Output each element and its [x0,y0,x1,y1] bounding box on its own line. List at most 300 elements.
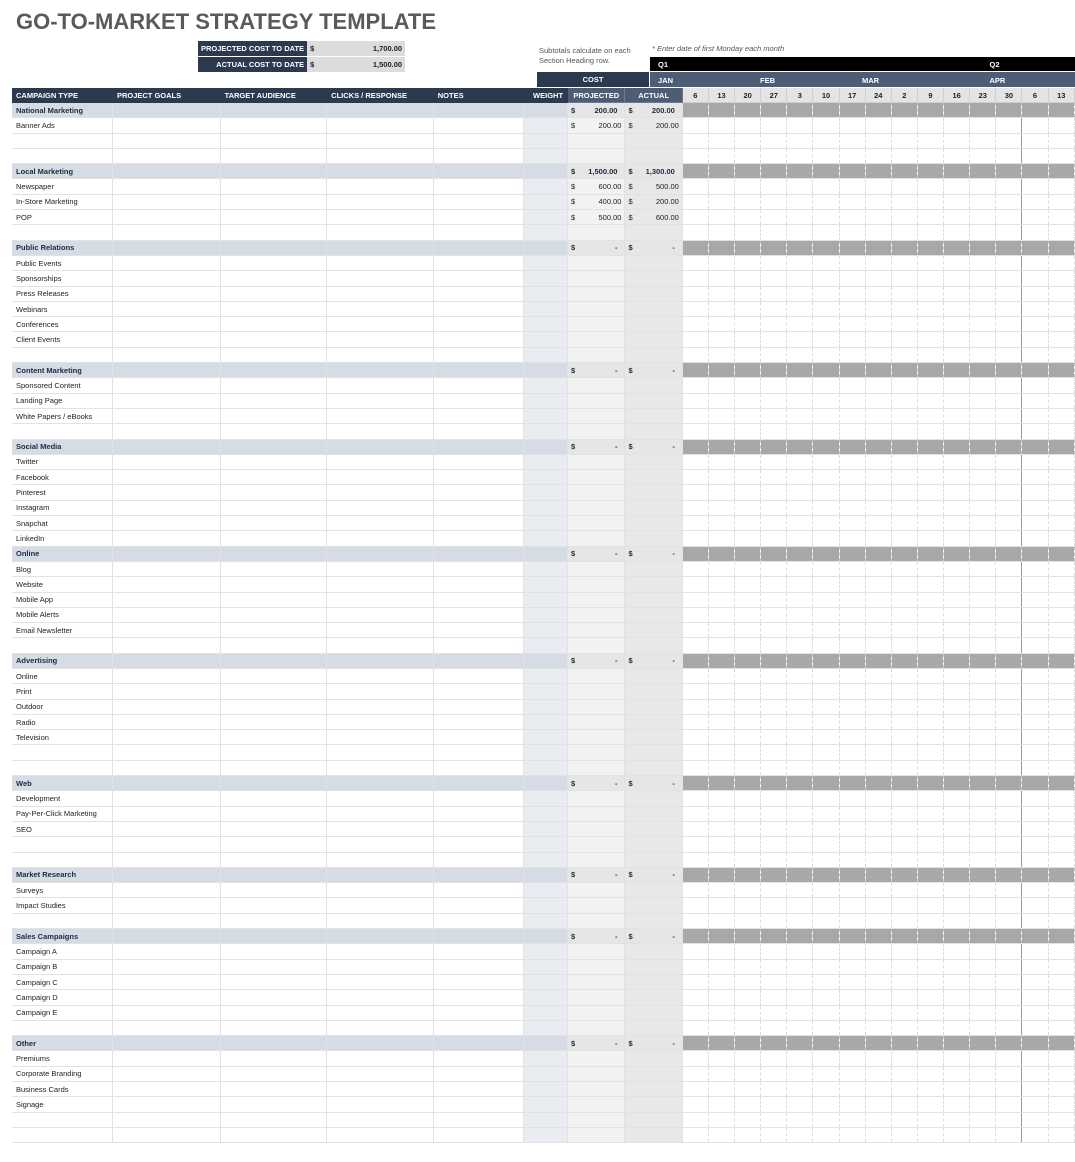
actual-cell[interactable] [625,470,682,485]
notes-cell[interactable] [433,1066,523,1081]
timeline-cell[interactable] [865,103,891,118]
clicks-response-cell[interactable] [327,531,434,546]
timeline-cell[interactable] [996,485,1022,500]
timeline-cell[interactable] [839,1097,865,1112]
timeline-cell[interactable] [944,592,970,607]
actual-cell[interactable] [625,852,682,867]
target-audience-cell[interactable] [220,592,327,607]
timeline-cell[interactable] [787,317,813,332]
timeline-cell[interactable] [682,883,708,898]
section-cell[interactable] [327,363,434,378]
project-goals-cell[interactable] [112,500,220,515]
notes-cell[interactable] [433,118,523,133]
target-audience-cell[interactable] [220,1066,327,1081]
target-audience-cell[interactable] [220,577,327,592]
campaign-name[interactable]: In-Store Marketing [12,194,112,209]
timeline-cell[interactable] [735,500,761,515]
timeline-cell[interactable] [735,668,761,683]
campaign-name[interactable] [12,837,112,852]
campaign-name[interactable]: Signage [12,1097,112,1112]
timeline-cell[interactable] [891,990,917,1005]
timeline-cell[interactable] [813,791,839,806]
target-audience-cell[interactable] [220,347,327,362]
timeline-cell[interactable] [996,745,1022,760]
notes-cell[interactable] [433,730,523,745]
timeline-cell[interactable] [839,806,865,821]
target-audience-cell[interactable] [220,699,327,714]
timeline-cell[interactable] [735,164,761,179]
timeline-cell[interactable] [917,317,943,332]
timeline-cell[interactable] [708,332,734,347]
timeline-cell[interactable] [813,210,839,225]
timeline-cell[interactable] [1048,317,1074,332]
campaign-name[interactable] [12,347,112,362]
actual-cell[interactable] [625,974,682,989]
timeline-cell[interactable] [813,714,839,729]
project-goals-cell[interactable] [112,684,220,699]
timeline-cell[interactable] [865,133,891,148]
weight-cell[interactable] [523,791,567,806]
timeline-cell[interactable] [970,1036,996,1051]
actual-cell[interactable] [625,393,682,408]
timeline-cell[interactable] [839,408,865,423]
projected-cell[interactable] [568,485,625,500]
timeline-cell[interactable] [891,684,917,699]
section-name[interactable]: Other [12,1036,112,1051]
timeline-cell[interactable] [1048,225,1074,240]
timeline-cell[interactable] [865,454,891,469]
timeline-cell[interactable] [735,454,761,469]
timeline-cell[interactable] [787,653,813,668]
timeline-cell[interactable] [839,225,865,240]
clicks-response-cell[interactable] [327,210,434,225]
timeline-cell[interactable] [865,1097,891,1112]
timeline-cell[interactable] [839,378,865,393]
project-goals-cell[interactable] [112,255,220,270]
timeline-cell[interactable] [1022,332,1048,347]
timeline-cell[interactable] [891,225,917,240]
section-cell[interactable] [433,929,523,944]
campaign-name[interactable]: Television [12,730,112,745]
section-cell[interactable] [433,1036,523,1051]
projected-cell[interactable] [568,118,625,133]
timeline-cell[interactable] [944,577,970,592]
timeline-cell[interactable] [813,1005,839,1020]
timeline-cell[interactable] [813,867,839,882]
timeline-cell[interactable] [787,974,813,989]
project-goals-cell[interactable] [112,210,220,225]
timeline-cell[interactable] [839,1127,865,1142]
timeline-cell[interactable] [761,791,787,806]
timeline-cell[interactable] [865,959,891,974]
weight-cell[interactable] [523,1066,567,1081]
target-audience-cell[interactable] [220,1082,327,1097]
weight-cell[interactable] [523,623,567,638]
timeline-cell[interactable] [1048,301,1074,316]
clicks-response-cell[interactable] [327,990,434,1005]
timeline-cell[interactable] [996,378,1022,393]
section-projected[interactable] [568,164,625,179]
target-audience-cell[interactable] [220,148,327,163]
timeline-cell[interactable] [708,561,734,576]
weight-cell[interactable] [523,561,567,576]
timeline-cell[interactable] [761,745,787,760]
timeline-cell[interactable] [996,408,1022,423]
project-goals-cell[interactable] [112,623,220,638]
timeline-cell[interactable] [761,485,787,500]
target-audience-cell[interactable] [220,531,327,546]
timeline-cell[interactable] [970,255,996,270]
timeline-cell[interactable] [839,607,865,622]
timeline-cell[interactable] [787,638,813,653]
timeline-cell[interactable] [682,913,708,928]
timeline-cell[interactable] [839,561,865,576]
timeline-cell[interactable] [787,561,813,576]
projected-cell[interactable] [568,730,625,745]
timeline-cell[interactable] [865,668,891,683]
projected-cell[interactable] [568,470,625,485]
timeline-cell[interactable] [708,118,734,133]
timeline-cell[interactable] [839,133,865,148]
timeline-cell[interactable] [813,898,839,913]
timeline-cell[interactable] [944,531,970,546]
project-goals-cell[interactable] [112,485,220,500]
timeline-cell[interactable] [839,837,865,852]
clicks-response-cell[interactable] [327,714,434,729]
timeline-cell[interactable] [891,577,917,592]
section-projected[interactable] [568,776,625,791]
timeline-cell[interactable] [1022,1051,1048,1066]
target-audience-cell[interactable] [220,454,327,469]
timeline-cell[interactable] [735,821,761,836]
timeline-cell[interactable] [944,745,970,760]
campaign-name[interactable]: Campaign A [12,944,112,959]
weight-cell[interactable] [523,1127,567,1142]
timeline-cell[interactable] [944,393,970,408]
timeline-cell[interactable] [761,1127,787,1142]
timeline-cell[interactable] [944,485,970,500]
target-audience-cell[interactable] [220,852,327,867]
timeline-cell[interactable] [813,286,839,301]
timeline-cell[interactable] [917,454,943,469]
weight-cell[interactable] [523,347,567,362]
timeline-cell[interactable] [996,653,1022,668]
timeline-cell[interactable] [996,363,1022,378]
timeline-cell[interactable] [708,791,734,806]
timeline-cell[interactable] [944,225,970,240]
campaign-name[interactable] [12,133,112,148]
project-goals-cell[interactable] [112,393,220,408]
timeline-cell[interactable] [839,653,865,668]
timeline-cell[interactable] [1022,561,1048,576]
timeline-cell[interactable] [839,347,865,362]
project-goals-cell[interactable] [112,806,220,821]
timeline-cell[interactable] [708,990,734,1005]
notes-cell[interactable] [433,332,523,347]
timeline-cell[interactable] [735,378,761,393]
timeline-cell[interactable] [735,1097,761,1112]
timeline-cell[interactable] [761,148,787,163]
timeline-cell[interactable] [787,546,813,561]
timeline-cell[interactable] [787,592,813,607]
campaign-name[interactable]: Online [12,668,112,683]
timeline-cell[interactable] [891,867,917,882]
timeline-cell[interactable] [1022,363,1048,378]
timeline-cell[interactable] [735,1051,761,1066]
timeline-cell[interactable] [682,393,708,408]
target-audience-cell[interactable] [220,730,327,745]
project-goals-cell[interactable] [112,1082,220,1097]
campaign-name[interactable]: POP [12,210,112,225]
timeline-cell[interactable] [839,1082,865,1097]
actual-cell[interactable] [625,898,682,913]
timeline-cell[interactable] [735,592,761,607]
actual-cell[interactable] [625,592,682,607]
timeline-cell[interactable] [761,684,787,699]
timeline-cell[interactable] [735,363,761,378]
timeline-cell[interactable] [682,347,708,362]
project-goals-cell[interactable] [112,791,220,806]
timeline-cell[interactable] [944,363,970,378]
timeline-cell[interactable] [787,821,813,836]
timeline-cell[interactable] [944,653,970,668]
timeline-cell[interactable] [1048,638,1074,653]
section-projected[interactable] [568,546,625,561]
timeline-cell[interactable] [787,806,813,821]
section-name[interactable]: Social Media [12,439,112,454]
timeline-cell[interactable] [944,929,970,944]
campaign-name[interactable] [12,1020,112,1035]
timeline-cell[interactable] [1048,1127,1074,1142]
timeline-cell[interactable] [1048,363,1074,378]
campaign-name[interactable]: Mobile App [12,592,112,607]
project-goals-cell[interactable] [112,179,220,194]
timeline-cell[interactable] [761,776,787,791]
timeline-cell[interactable] [839,776,865,791]
timeline-cell[interactable] [761,913,787,928]
timeline-cell[interactable] [761,1005,787,1020]
timeline-cell[interactable] [761,470,787,485]
timeline-cell[interactable] [787,531,813,546]
timeline-cell[interactable] [1022,225,1048,240]
campaign-name[interactable] [12,424,112,439]
timeline-cell[interactable] [813,1082,839,1097]
timeline-cell[interactable] [682,974,708,989]
timeline-cell[interactable] [1048,118,1074,133]
timeline-cell[interactable] [735,577,761,592]
campaign-name[interactable]: Email Newsletter [12,623,112,638]
timeline-cell[interactable] [1022,133,1048,148]
timeline-cell[interactable] [891,561,917,576]
timeline-cell[interactable] [917,760,943,775]
timeline-cell[interactable] [891,898,917,913]
timeline-cell[interactable] [891,500,917,515]
timeline-cell[interactable] [1022,638,1048,653]
timeline-cell[interactable] [787,255,813,270]
timeline-cell[interactable] [865,179,891,194]
timeline-cell[interactable] [970,1097,996,1112]
timeline-cell[interactable] [787,760,813,775]
section-cell[interactable] [327,546,434,561]
timeline-cell[interactable] [682,730,708,745]
section-cell[interactable] [433,776,523,791]
target-audience-cell[interactable] [220,714,327,729]
timeline-cell[interactable] [682,638,708,653]
target-audience-cell[interactable] [220,913,327,928]
timeline-cell[interactable] [682,500,708,515]
clicks-response-cell[interactable] [327,179,434,194]
campaign-name[interactable]: Conferences [12,317,112,332]
timeline-cell[interactable] [865,317,891,332]
timeline-cell[interactable] [813,378,839,393]
timeline-cell[interactable] [865,271,891,286]
actual-cell[interactable] [625,531,682,546]
projected-cell[interactable] [568,745,625,760]
actual-cell[interactable] [625,210,682,225]
project-goals-cell[interactable] [112,470,220,485]
timeline-cell[interactable] [996,179,1022,194]
timeline-cell[interactable] [839,439,865,454]
timeline-cell[interactable] [735,1020,761,1035]
timeline-cell[interactable] [865,653,891,668]
timeline-cell[interactable] [917,607,943,622]
timeline-cell[interactable] [996,118,1022,133]
clicks-response-cell[interactable] [327,454,434,469]
timeline-cell[interactable] [865,867,891,882]
timeline-cell[interactable] [787,852,813,867]
timeline-cell[interactable] [682,944,708,959]
timeline-cell[interactable] [865,210,891,225]
timeline-cell[interactable] [761,837,787,852]
notes-cell[interactable] [433,607,523,622]
weight-cell[interactable] [523,271,567,286]
target-audience-cell[interactable] [220,837,327,852]
timeline-cell[interactable] [682,332,708,347]
actual-cell[interactable] [625,378,682,393]
section-cell[interactable] [112,439,220,454]
section-cell[interactable] [112,240,220,255]
notes-cell[interactable] [433,179,523,194]
timeline-cell[interactable] [839,240,865,255]
timeline-cell[interactable] [865,974,891,989]
clicks-response-cell[interactable] [327,791,434,806]
timeline-cell[interactable] [787,378,813,393]
notes-cell[interactable] [433,485,523,500]
notes-cell[interactable] [433,470,523,485]
timeline-cell[interactable] [891,959,917,974]
actual-cell[interactable] [625,286,682,301]
timeline-cell[interactable] [1022,286,1048,301]
timeline-cell[interactable] [787,684,813,699]
timeline-cell[interactable] [917,439,943,454]
timeline-cell[interactable] [761,378,787,393]
actual-cell[interactable] [625,148,682,163]
timeline-cell[interactable] [891,424,917,439]
timeline-cell[interactable] [735,944,761,959]
timeline-cell[interactable] [682,1082,708,1097]
timeline-cell[interactable] [996,1112,1022,1127]
clicks-response-cell[interactable] [327,1112,434,1127]
timeline-cell[interactable] [761,974,787,989]
timeline-cell[interactable] [917,179,943,194]
timeline-cell[interactable] [1022,898,1048,913]
timeline-cell[interactable] [813,730,839,745]
section-projected[interactable] [568,439,625,454]
timeline-cell[interactable] [813,776,839,791]
timeline-cell[interactable] [787,148,813,163]
campaign-name[interactable]: Sponsorships [12,271,112,286]
notes-cell[interactable] [433,378,523,393]
timeline-cell[interactable] [917,699,943,714]
target-audience-cell[interactable] [220,623,327,638]
section-name[interactable]: Online [12,546,112,561]
target-audience-cell[interactable] [220,745,327,760]
timeline-cell[interactable] [761,653,787,668]
timeline-cell[interactable] [1048,760,1074,775]
timeline-cell[interactable] [970,561,996,576]
timeline-cell[interactable] [891,485,917,500]
timeline-cell[interactable] [891,883,917,898]
timeline-cell[interactable] [917,546,943,561]
timeline-cell[interactable] [996,194,1022,209]
section-name[interactable]: Advertising [12,653,112,668]
projected-cell[interactable] [568,255,625,270]
timeline-cell[interactable] [865,546,891,561]
timeline-cell[interactable] [761,179,787,194]
timeline-cell[interactable] [813,653,839,668]
timeline-cell[interactable] [1048,929,1074,944]
timeline-cell[interactable] [944,913,970,928]
campaign-name[interactable]: Development [12,791,112,806]
timeline-cell[interactable] [839,577,865,592]
timeline-cell[interactable] [970,607,996,622]
timeline-cell[interactable] [708,867,734,882]
clicks-response-cell[interactable] [327,255,434,270]
timeline-cell[interactable] [708,240,734,255]
timeline-cell[interactable] [787,577,813,592]
timeline-cell[interactable] [761,439,787,454]
timeline-cell[interactable] [813,607,839,622]
timeline-cell[interactable] [1048,821,1074,836]
timeline-cell[interactable] [761,240,787,255]
timeline-cell[interactable] [944,883,970,898]
timeline-cell[interactable] [917,684,943,699]
timeline-cell[interactable] [813,454,839,469]
timeline-cell[interactable] [787,240,813,255]
timeline-cell[interactable] [917,867,943,882]
project-goals-cell[interactable] [112,592,220,607]
timeline-cell[interactable] [839,699,865,714]
projected-cell[interactable] [568,179,625,194]
timeline-cell[interactable] [735,1036,761,1051]
section-actual[interactable] [625,164,682,179]
timeline-cell[interactable] [917,194,943,209]
timeline-cell[interactable] [735,210,761,225]
section-projected[interactable] [568,653,625,668]
timeline-cell[interactable] [813,317,839,332]
timeline-cell[interactable] [891,332,917,347]
weight-cell[interactable] [523,454,567,469]
timeline-cell[interactable] [996,791,1022,806]
notes-cell[interactable] [433,883,523,898]
notes-cell[interactable] [433,974,523,989]
timeline-cell[interactable] [761,730,787,745]
timeline-cell[interactable] [708,148,734,163]
timeline-cell[interactable] [944,546,970,561]
timeline-cell[interactable] [839,668,865,683]
timeline-cell[interactable] [708,393,734,408]
timeline-cell[interactable] [682,653,708,668]
